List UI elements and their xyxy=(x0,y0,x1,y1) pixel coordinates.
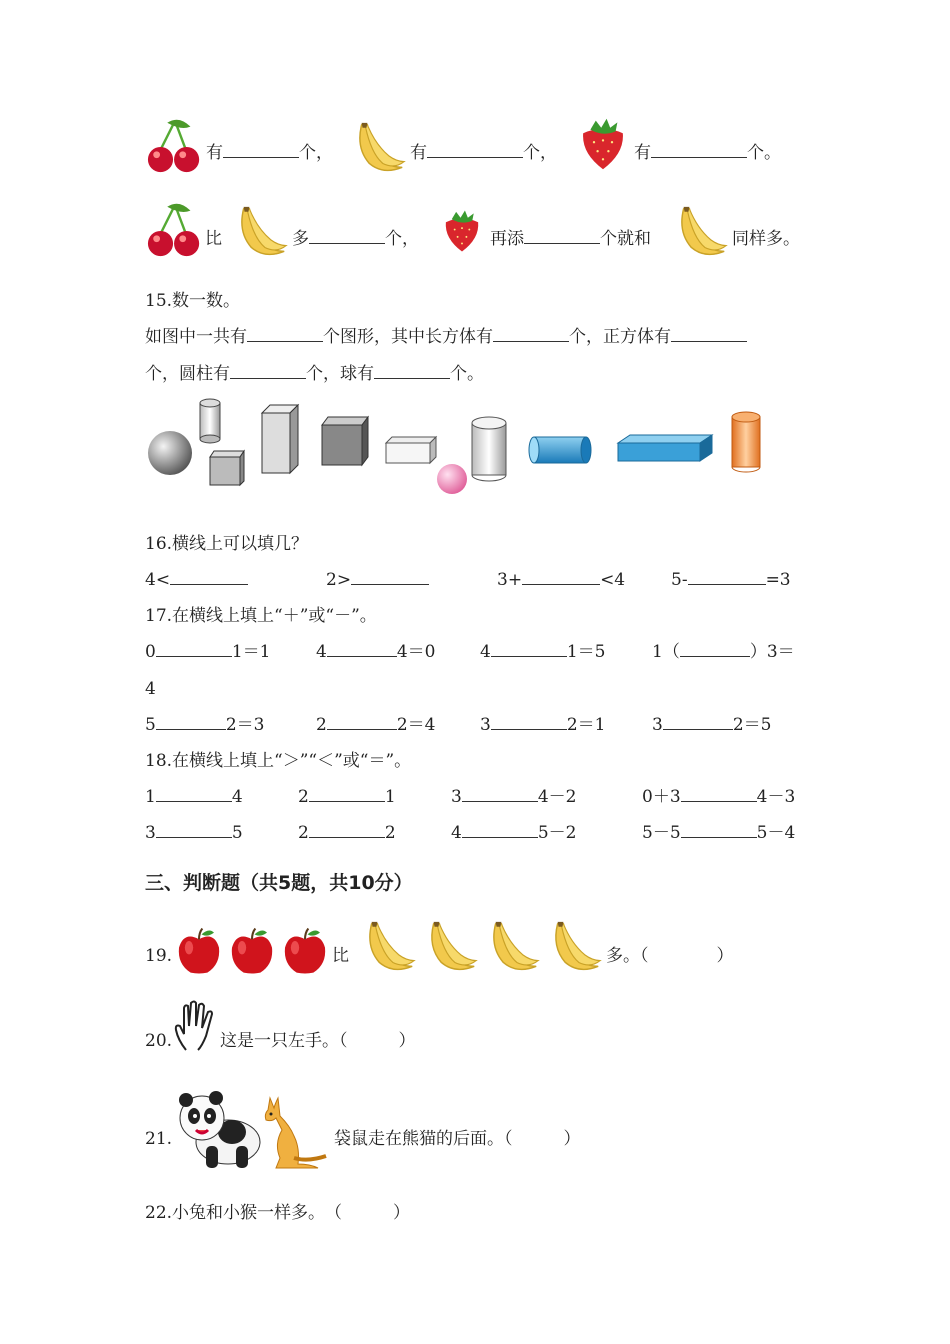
q18-title: 18.在横线上填上“＞”“＜”或“＝”。 xyxy=(145,751,412,771)
q18-blank[interactable] xyxy=(462,823,538,838)
cylinder-orange xyxy=(732,412,760,472)
banana-icon xyxy=(484,918,542,976)
strawberry-count-blank[interactable] xyxy=(651,143,747,158)
compare-more-line: 多 个， xyxy=(292,229,419,249)
kangaroo-icon xyxy=(258,1092,328,1170)
q17-r2-4: 3 2＝5 xyxy=(652,715,772,735)
q15-cube-blank[interactable] xyxy=(671,327,747,342)
q16-blank-1[interactable] xyxy=(170,570,248,585)
q17-blank[interactable] xyxy=(680,642,750,657)
cherry-icon xyxy=(146,116,204,176)
cherry-icon xyxy=(146,200,204,260)
q18-r2-2: 2 2 xyxy=(298,823,396,843)
q15-total-blank[interactable] xyxy=(247,327,323,342)
apple-icon xyxy=(174,926,224,976)
q17-blank[interactable] xyxy=(663,715,733,730)
cherry-count-blank[interactable] xyxy=(223,143,299,158)
q20-text[interactable]: 这是一只左手。（ ） xyxy=(220,1031,416,1051)
apple-icon xyxy=(227,926,277,976)
q17-r1-4: 1（ ）3＝ xyxy=(652,642,795,662)
q16-item-1: 4< xyxy=(145,569,248,591)
cylinder-small xyxy=(200,399,220,443)
q18-blank[interactable] xyxy=(156,823,232,838)
banana-icon xyxy=(546,918,604,976)
q18-r1-3: 3 4－2 xyxy=(451,787,577,807)
q18-blank[interactable] xyxy=(309,823,385,838)
q21-text[interactable]: 袋鼠走在熊猫的后面。（ ） xyxy=(334,1129,581,1149)
strawberry-count-line: 有 个。 xyxy=(634,143,781,163)
q17-r1-wrap: 4 xyxy=(145,679,156,699)
cuboid-tall xyxy=(262,405,298,473)
q15-line1: 如图中一共有 个图形，其中长方体有 个，正方体有 xyxy=(145,326,747,348)
q19-bi: 比 xyxy=(332,946,349,966)
strawberry-icon xyxy=(440,204,484,258)
banana-count-blank[interactable] xyxy=(427,143,523,158)
section-heading: 三、判断题（共5题，共10分） xyxy=(145,872,413,894)
q18-r2-3: 4 5－2 xyxy=(451,823,577,843)
cylinder-white xyxy=(472,417,506,481)
q16-blank-3[interactable] xyxy=(522,570,600,585)
q18-blank[interactable] xyxy=(309,787,385,802)
q17-blank[interactable] xyxy=(491,715,567,730)
q18-blank[interactable] xyxy=(681,823,757,838)
banana-icon xyxy=(360,918,418,976)
cube-small xyxy=(210,451,244,485)
q17-blank[interactable] xyxy=(327,642,397,657)
q16-title: 16.横线上可以填几？ xyxy=(145,534,309,554)
q17-r2-2: 2 2＝4 xyxy=(316,715,436,735)
banana-icon xyxy=(422,918,480,976)
q15-sphere-blank[interactable] xyxy=(374,364,450,379)
q17-r1-2: 4 4＝0 xyxy=(316,642,436,662)
solid-shapes-figure xyxy=(140,395,780,500)
sphere-pink xyxy=(437,464,467,494)
cuboid-blue xyxy=(618,435,712,461)
same-amount: 同样多。 xyxy=(732,229,800,249)
q15-cylinder-blank[interactable] xyxy=(230,364,306,379)
q17-title: 17.在横线上填上“＋”或“－”。 xyxy=(145,606,377,626)
cuboid-flat xyxy=(386,437,436,463)
strawberry-icon xyxy=(576,114,630,174)
q16-item-3: 3+ <4 xyxy=(497,570,626,590)
cherry-count-line: 有 个， xyxy=(206,143,333,163)
cylinder-blue xyxy=(529,437,591,463)
add-more-line: 再添 个就和 xyxy=(490,229,651,249)
q19-answer[interactable]: 多。（ ） xyxy=(606,946,734,966)
q16-blank-2[interactable] xyxy=(351,570,429,585)
q17-blank[interactable] xyxy=(491,642,567,657)
banana-count-line: 有 个， xyxy=(410,143,557,163)
q17-blank[interactable] xyxy=(156,642,232,657)
cube-large xyxy=(322,417,368,465)
apple-icon xyxy=(280,926,330,976)
q16-item-4: 5- =3 xyxy=(671,570,791,590)
q22-text[interactable]: 22.小兔和小猴一样多。 （ ） xyxy=(145,1203,411,1223)
q18-r1-4: 0＋3 4－3 xyxy=(642,787,796,807)
panda-icon xyxy=(176,1088,264,1170)
q16-blank-4[interactable] xyxy=(688,570,766,585)
add-more-blank[interactable] xyxy=(524,229,600,244)
q18-r1-1: 1 4 xyxy=(145,787,243,807)
q18-blank[interactable] xyxy=(462,787,538,802)
banana-icon xyxy=(672,202,730,262)
q17-r1-1: 0 1＝1 xyxy=(145,642,271,662)
q15-cuboid-blank[interactable] xyxy=(493,327,569,342)
q15-line2: 个，圆柱有 个，球有 个。 xyxy=(145,364,484,384)
q18-blank[interactable] xyxy=(156,787,232,802)
sphere-gray xyxy=(148,431,192,475)
q21-number: 21. xyxy=(145,1129,173,1149)
compare-more-blank[interactable] xyxy=(309,229,385,244)
hand-icon xyxy=(172,1000,220,1052)
banana-icon xyxy=(350,118,408,178)
q18-blank[interactable] xyxy=(681,787,757,802)
q20-number: 20. xyxy=(145,1031,173,1051)
q18-r2-1: 3 5 xyxy=(145,823,243,843)
q17-r1-3: 4 1＝5 xyxy=(480,642,606,662)
banana-icon xyxy=(232,202,290,262)
q18-r2-4: 5－5 5－4 xyxy=(642,823,796,843)
compare-bi: 比 xyxy=(205,229,222,249)
q16-item-2: 2> xyxy=(326,569,429,591)
q17-r2-3: 3 2＝1 xyxy=(480,715,606,735)
q17-blank[interactable] xyxy=(327,715,397,730)
q17-blank[interactable] xyxy=(156,715,226,730)
q19-number: 19. xyxy=(145,946,173,966)
q18-r1-2: 2 1 xyxy=(298,787,396,807)
q15-title: 15.数一数。 xyxy=(145,291,241,311)
q17-r2-1: 5 2＝3 xyxy=(145,715,265,735)
